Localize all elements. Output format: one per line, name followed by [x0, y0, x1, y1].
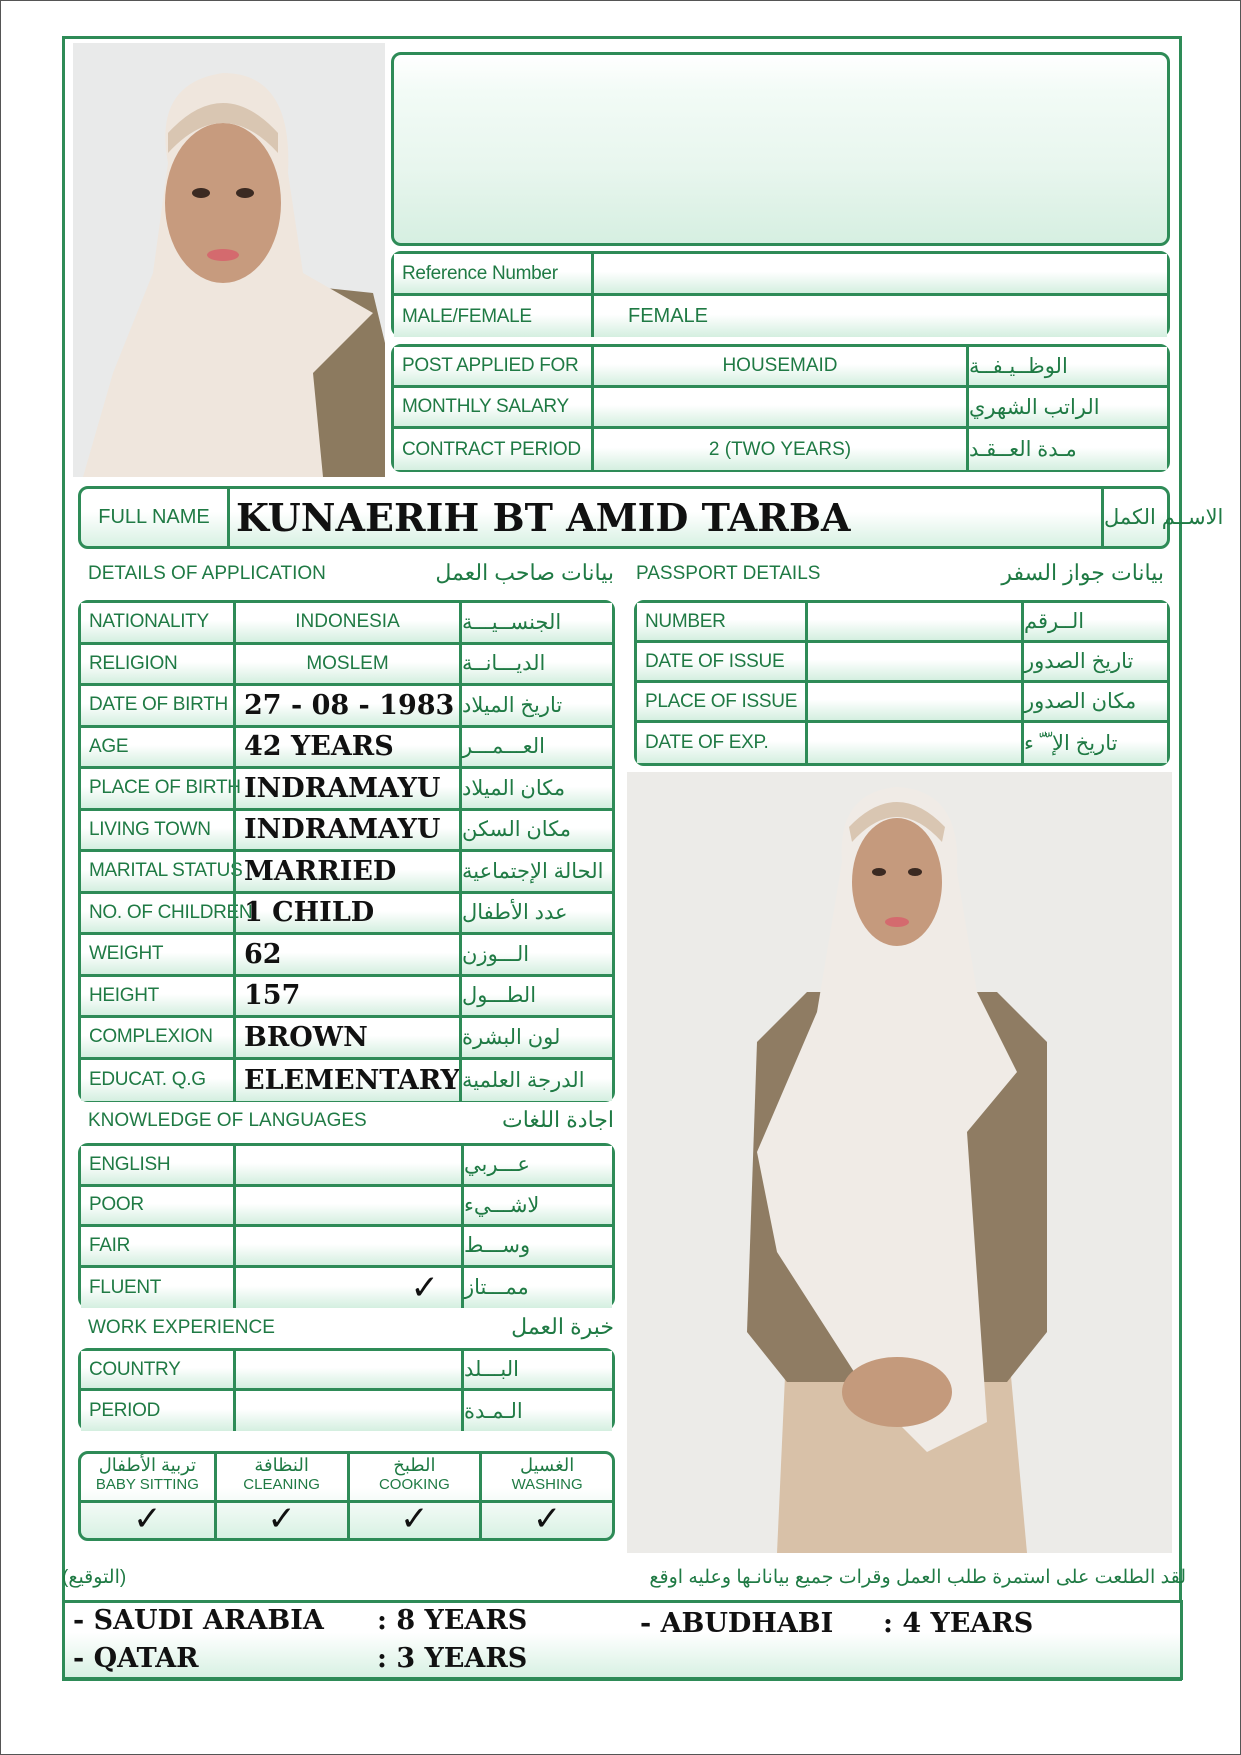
detail-ar-label: الحالة الإجتماعية [459, 852, 612, 891]
language-row [81, 1146, 612, 1187]
passport-heading-ar: بيانات جواز السفر [1001, 560, 1164, 585]
work-row [81, 1351, 612, 1391]
experience-country-2: - QATAR [73, 1643, 199, 1674]
language-mark [233, 1146, 461, 1184]
passport-label: DATE OF EXP. [645, 732, 769, 753]
detail-value: INDRAMAYU [233, 811, 459, 850]
skills-box [78, 1451, 615, 1541]
detail-ar-label: مكان السكن [459, 811, 612, 850]
job-box [391, 344, 1170, 472]
detail-value: 1 CHILD [233, 894, 459, 933]
detail-row [81, 769, 612, 811]
passport-value [805, 643, 1021, 680]
employer-info-box [391, 52, 1170, 246]
reference-number-value [591, 254, 1167, 293]
language-ar-label: عـــربي [461, 1146, 612, 1184]
experience-country-3: - ABUDHABI [640, 1608, 834, 1639]
experience-years-2: : 3 YEARS [377, 1643, 528, 1674]
skill-en-label: COOKING [378, 1476, 450, 1493]
passport-row [637, 643, 1167, 683]
detail-row [81, 1060, 612, 1102]
details-heading: DETAILS OF APPLICATION [88, 563, 326, 584]
details-heading-ar: بيانات صاحب العمل [435, 560, 614, 585]
passport-label: NUMBER [645, 610, 726, 632]
detail-value: 62 [233, 935, 459, 974]
details-box [78, 600, 615, 1102]
detail-row [81, 894, 612, 936]
detail-value: MARRIED [233, 852, 459, 891]
detail-label: HEIGHT [89, 984, 159, 1006]
detail-row [81, 686, 612, 728]
passport-ar-label: تاريخ الإ ّ ّ ء [1021, 723, 1167, 763]
passport-ar-label: الــرقم [1021, 603, 1167, 640]
language-label: FAIR [89, 1234, 131, 1256]
detail-row [81, 1018, 612, 1060]
work-value [233, 1351, 461, 1388]
work-box [78, 1348, 615, 1431]
language-row [81, 1227, 612, 1268]
declaration-text: لقد الطلعت على استمرة طلب العمل وقرات جميع بيانانـها وعليه اوقع [649, 1567, 1186, 1588]
skill-en-label: CLEANING [243, 1476, 320, 1493]
language-label: ENGLISH [89, 1153, 171, 1175]
detail-row [81, 977, 612, 1019]
job-row [394, 388, 1167, 429]
skill-header [217, 1454, 347, 1503]
work-heading: WORK EXPERIENCE [88, 1317, 275, 1338]
job-value [591, 388, 966, 426]
detail-label: COMPLEXION [89, 1026, 213, 1048]
language-row [81, 1268, 612, 1309]
skill-header [81, 1454, 214, 1503]
detail-row [81, 852, 612, 894]
skill-column [347, 1454, 480, 1538]
portrait-photo [73, 43, 385, 477]
full-name-ar: الاســم الكمل [1101, 489, 1167, 546]
signature-label: (التوقيع) [62, 1567, 127, 1588]
detail-ar-label: عدد الأطفال [459, 894, 612, 933]
skill-en-label: BABY SITTING [95, 1476, 199, 1493]
passport-box [634, 600, 1170, 766]
full-name-box [78, 486, 1224, 549]
detail-value: BROWN [233, 1018, 459, 1057]
detail-row [81, 935, 612, 977]
job-label: CONTRACT PERIOD [402, 438, 581, 460]
reference-number-label: Reference Number [402, 262, 558, 284]
passport-value [805, 683, 1021, 720]
passport-row [637, 603, 1167, 643]
work-label: PERIOD [89, 1400, 161, 1421]
languages-heading-ar: اجادة اللغات [502, 1107, 614, 1132]
detail-value: MOSLEM [233, 645, 459, 684]
skill-ar-label: الطبخ [393, 1455, 436, 1475]
detail-row [81, 811, 612, 853]
detail-value: INDONESIA [233, 603, 459, 642]
detail-label: LIVING TOWN [89, 818, 211, 840]
passport-row [637, 723, 1167, 763]
passport-value [805, 723, 1021, 763]
languages-box [78, 1143, 615, 1308]
detail-ar-label: تاريخ الميلاد [459, 686, 612, 725]
language-mark: ✓ [233, 1268, 461, 1309]
detail-label: AGE [89, 735, 129, 757]
passport-label: DATE OF ISSUE [645, 650, 785, 672]
language-ar-label: ممـــتاز [461, 1268, 612, 1309]
passport-row [637, 683, 1167, 723]
passport-value [805, 603, 1021, 640]
skill-column [479, 1454, 612, 1538]
skill-ar-label: تربية الأطفال [98, 1455, 197, 1475]
full-name-label: FULL NAME [98, 506, 210, 528]
detail-label: WEIGHT [89, 943, 164, 965]
skill-check-mark: ✓ [400, 1499, 429, 1539]
detail-row [81, 728, 612, 770]
full-name-value: KUNAERIH BT AMID TARBA [227, 489, 1101, 546]
passport-label: PLACE OF ISSUE [645, 690, 798, 712]
detail-ar-label: الجنســيـــة [459, 603, 612, 642]
detail-value: INDRAMAYU [233, 769, 459, 808]
job-label: MONTHLY SALARY [402, 396, 569, 417]
skill-ar-label: الغسيل [519, 1455, 575, 1475]
skill-column [214, 1454, 347, 1538]
detail-row [81, 603, 612, 645]
work-heading-ar: خبرة العمل [511, 1314, 614, 1339]
gender-value: FEMALE [591, 296, 1167, 337]
detail-ar-label: مكان الميلاد [459, 769, 612, 808]
detail-row [81, 645, 612, 687]
job-value: 2 (TWO YEARS) [591, 429, 966, 470]
detail-value: 27 - 08 - 1983 [233, 686, 459, 725]
work-row [81, 1391, 612, 1431]
job-ar-label: مـدة العــقـد [966, 429, 1167, 470]
languages-heading: KNOWLEDGE OF LANGUAGES [88, 1110, 367, 1131]
detail-label: MARITAL STATUS [89, 860, 243, 882]
detail-label: EDUCAT. Q.G [89, 1069, 206, 1091]
work-ar-label: الـمـدة [461, 1391, 612, 1431]
skill-check-mark: ✓ [267, 1499, 296, 1539]
skill-column [81, 1454, 214, 1538]
detail-label: DATE OF BIRTH [89, 694, 228, 716]
experience-country-1: - SAUDI ARABIA [73, 1605, 324, 1636]
detail-value: ELEMENTARY [233, 1060, 459, 1102]
language-label: FLUENT [89, 1276, 162, 1298]
job-ar-label: الوظــيـفــة [966, 347, 1167, 385]
language-mark [233, 1227, 461, 1265]
work-ar-label: البـــلد [461, 1351, 612, 1388]
language-label: POOR [89, 1194, 144, 1216]
detail-value: 42 YEARS [233, 728, 459, 767]
skill-check-mark: ✓ [133, 1499, 162, 1539]
skill-en-label: WASHING [511, 1476, 583, 1493]
detail-ar-label: الطـــول [459, 977, 612, 1016]
job-row [394, 347, 1167, 388]
job-row [394, 429, 1167, 470]
passport-ar-label: مكان الصدور [1021, 683, 1167, 720]
detail-ar-label: الديـــانــة [459, 645, 612, 684]
reference-box [391, 251, 1170, 337]
passport-ar-label: تاريخ الصدور [1021, 643, 1167, 680]
job-ar-label: الراتب الشهري [966, 388, 1167, 426]
skill-header [350, 1454, 480, 1503]
language-ar-label: لاشـــيء [461, 1187, 612, 1225]
experience-years-3: : 4 YEARS [883, 1608, 1034, 1639]
detail-ar-label: العـــمـــر [459, 728, 612, 767]
detail-value: 157 [233, 977, 459, 1016]
job-label: POST APPLIED FOR [402, 355, 579, 376]
detail-label: RELIGION [89, 652, 178, 674]
skill-check-mark: ✓ [532, 1499, 562, 1539]
experience-box [62, 1600, 1183, 1680]
language-row [81, 1187, 612, 1228]
detail-ar-label: لون البشرة [459, 1018, 612, 1057]
gender-label: MALE/FEMALE [402, 305, 532, 327]
detail-label: PLACE OF BIRTH [89, 777, 241, 799]
work-value [233, 1391, 461, 1431]
detail-ar-label: الدرجة العلمية [459, 1060, 612, 1102]
skill-header [482, 1454, 612, 1503]
passport-heading: PASSPORT DETAILS [636, 563, 821, 584]
skill-ar-label: النظافة [254, 1455, 309, 1475]
language-ar-label: وســـط [461, 1227, 612, 1265]
detail-label: NATIONALITY [89, 611, 209, 633]
detail-ar-label: الـــوزن [459, 935, 612, 974]
work-label: COUNTRY [89, 1358, 181, 1380]
job-value: HOUSEMAID [591, 347, 966, 385]
detail-label: NO. OF CHILDREN [89, 901, 253, 923]
full-body-photo [627, 772, 1172, 1553]
experience-years-1: : 8 YEARS [377, 1605, 528, 1636]
language-mark [233, 1187, 461, 1225]
